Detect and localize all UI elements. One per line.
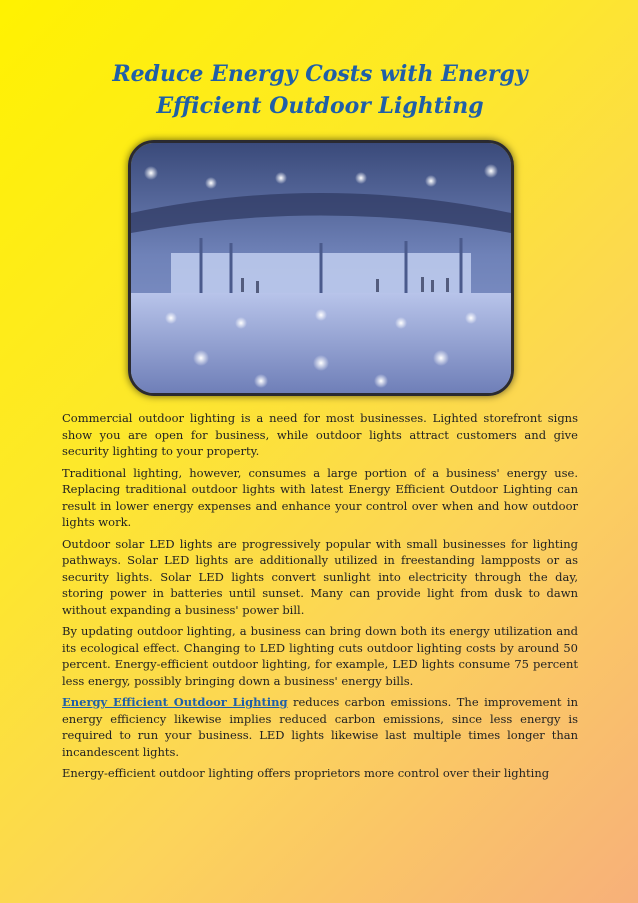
paragraph: Traditional lighting, however, consumes a large portion of a business' energy use. Replacing traditional outdoor lights with latest Energy Efficient Outdoor Lighting can result in lower energy expenses and enhance your control over when and how outdoor lights work. bbox=[62, 465, 578, 529]
paragraph: By updating outdoor lighting, a business can bring down both its energy utilization and its ecological effect. Changing to LED lighting cuts outdoor lighting costs by around 50 percent. Energy-efficient outdoor lighting, for example, LED lights consume 75 percent less energy, possibly bringing down a business' energy bills. bbox=[62, 624, 578, 688]
article-body bbox=[62, 410, 578, 787]
energy-efficient-lighting-link[interactable]: Energy Efficient Outdoor Lighting bbox=[62, 695, 288, 709]
paragraph bbox=[62, 694, 578, 760]
lobby-lighting-photo bbox=[128, 140, 514, 396]
title-line-2: Efficient Outdoor Lighting bbox=[156, 93, 484, 119]
paragraph-text: reduces carbon emissions. The improvement in energy efficiency likewise implies reduced carbon emissions, since less energy is required to run your business. LED lights likewise last multiple times longer than incandescent lights. bbox=[62, 695, 578, 759]
paragraph: Outdoor solar LED lights are progressively popular with small businesses for lighting pathways. Solar LED lights are additionally utilized in freestanding lampposts or as security lights. Solar LED lights convert sunlight into electricity through the day, storing power in batteries until sunset. Many can provide light from dusk to dawn without expanding a business' power bill. bbox=[62, 536, 578, 617]
paragraph: Commercial outdoor lighting is a need for most businesses. Lighted storefront signs show you are open for business, while outdoor lights attract customers and give security lighting to your property. bbox=[62, 411, 578, 458]
paragraph: Energy-efficient outdoor lighting offers proprietors more control over their lighting bbox=[62, 766, 550, 780]
page-title bbox=[70, 58, 570, 122]
title-line-1: Reduce Energy Costs with Energy bbox=[112, 61, 528, 87]
